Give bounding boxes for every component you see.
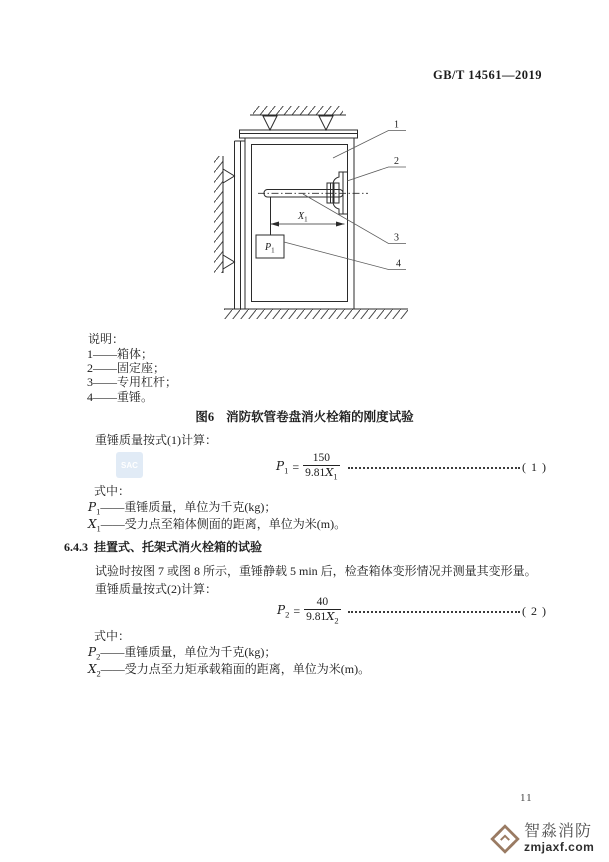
where2-label: 式中： <box>94 629 131 643</box>
logo-domain: zmjaxf.com <box>524 840 595 854</box>
section-para-2: 重锤质量按式(2)计算： <box>95 582 217 596</box>
dot-leader <box>348 611 520 613</box>
section-number: 6.4.3 <box>64 540 88 554</box>
callout-2: 2 <box>394 156 399 167</box>
left-wall-hatching <box>214 156 235 273</box>
formula1-fraction: $\frac{150}{9.81X_1}$ <box>305 452 338 482</box>
formula1-number: ( 1 ) <box>522 460 547 474</box>
ground-hatching <box>224 309 408 319</box>
formula-1: $P_1$ = $\frac{150}{9.81X_1}$ ( 1 ) <box>276 452 547 482</box>
formula-2: $P_2$ = $\frac{40}{9.81X_2}$ ( 2 ) <box>277 596 547 626</box>
section-title: 挂置式、托架式消火栓箱的试验 <box>94 540 263 554</box>
where1-def-p: $P_1——$重锤质量，单位为千克(kg)； <box>88 500 277 517</box>
figure-caption-title: 消防软管卷盘消火栓箱的刚度试验 <box>226 410 414 424</box>
top-support-hatching <box>250 106 346 130</box>
logo-icon <box>489 823 521 855</box>
cabinet-box <box>235 130 358 309</box>
logo-name: 智淼消防 <box>524 823 593 840</box>
standard-number: GB/T 14561—2019 <box>432 68 542 82</box>
where1-def-x: $X_1——$受力点至箱体侧面的距离，单位为米(m)。 <box>88 517 347 534</box>
callout-leaders <box>284 131 406 270</box>
callout-1: 1 <box>394 119 399 131</box>
where2-def-p: $P_2——$重锤质量，单位为千克(kg)； <box>88 645 277 662</box>
formula2-number: ( 2 ) <box>522 604 547 618</box>
figure-caption-number: 图6 <box>195 410 215 424</box>
where1-label: 式中： <box>94 484 131 498</box>
site-logo <box>489 823 594 855</box>
callout-3: 3 <box>394 232 399 244</box>
weight <box>256 197 284 258</box>
sac-watermark: SAC <box>116 452 143 478</box>
formula1-variable: P <box>276 458 285 473</box>
legend-item-3: 3——专用杠杆； <box>87 375 178 389</box>
legend-item-1: 1——箱体； <box>87 347 154 361</box>
dot-leader <box>348 467 520 469</box>
figure-caption <box>0 410 609 424</box>
formula2-fraction: $\frac{40}{9.81X_2}$ <box>306 596 339 626</box>
figure-6-diagram <box>0 100 609 335</box>
equals-sign: = <box>292 459 300 474</box>
formula1-intro: 重锤质量按式(1)计算： <box>95 433 217 447</box>
dimension-label: $X_1$ <box>298 211 308 224</box>
formula2-variable: P <box>277 602 286 617</box>
equals-sign: = <box>293 603 301 618</box>
special-lever <box>258 190 368 198</box>
section-para-1: 试验时按图 7 或图 8 所示，重锤静载 5 min 后，检查箱体变形情况并测量其变形量。 <box>95 564 537 578</box>
callout-4: 4 <box>396 258 401 270</box>
page-number: 11 <box>520 792 533 804</box>
legend-item-4: 4——重锤。 <box>87 390 154 404</box>
legend-item-2: 2——固定座； <box>87 361 166 375</box>
weight-label: $P_1$ <box>265 242 275 255</box>
legend-title: 说明： <box>88 332 125 346</box>
where2-def-x: $X_2——$受力点至力矩承载箱面的距离，单位为米(m)。 <box>88 662 371 679</box>
dimension-x1 <box>271 211 345 227</box>
section-heading <box>64 540 262 554</box>
